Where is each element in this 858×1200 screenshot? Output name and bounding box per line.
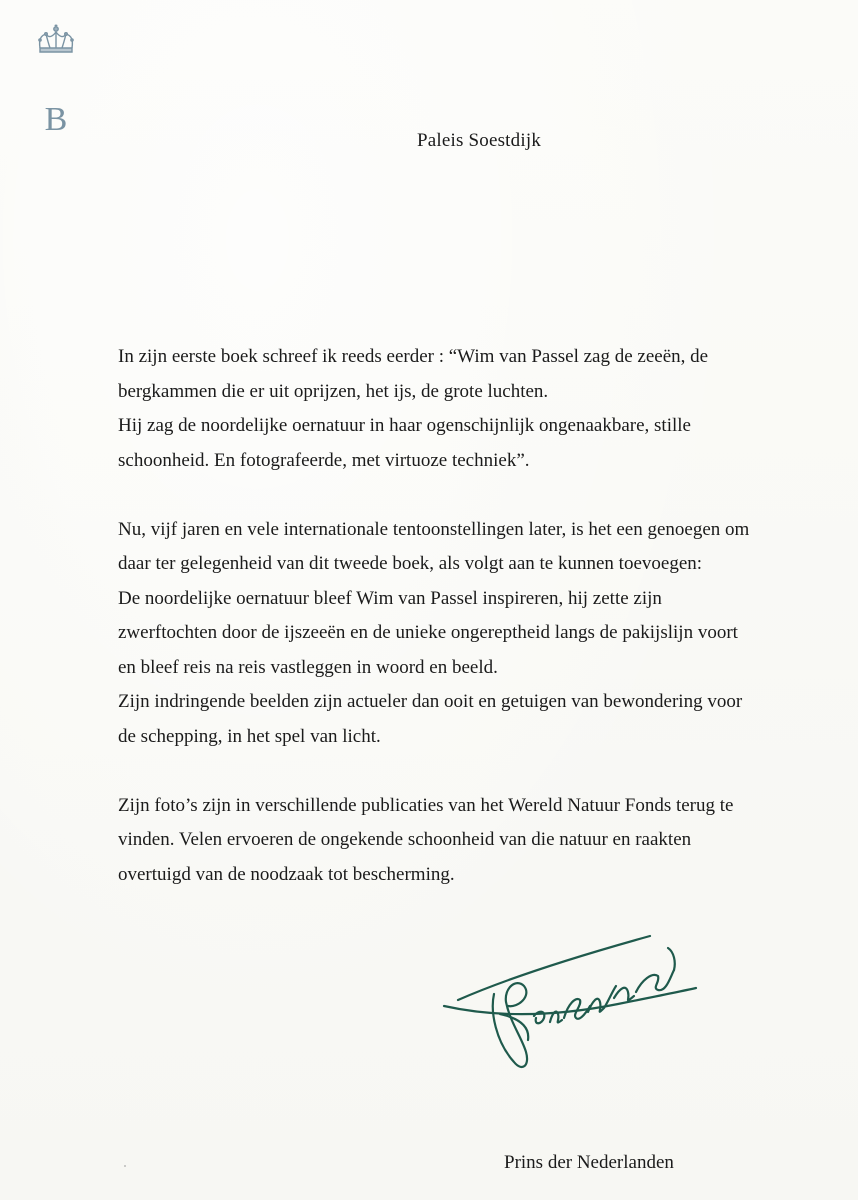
text-line: schoonheid. En fotografeerde, met virtuoze techniek”.	[118, 449, 530, 471]
handwritten-signature	[438, 922, 702, 1074]
paper-speck	[124, 1165, 126, 1167]
paragraph-2	[118, 513, 818, 755]
text-line: overtuigd van de noodzaak tot bescherming.	[118, 863, 455, 885]
paragraph-3	[118, 789, 818, 893]
royal-crown-icon	[34, 24, 78, 96]
royal-monogram	[34, 24, 78, 138]
text-line: zwerftochten door de ijszeeën en de unieke ongereptheid langs de pakijslijn voort	[118, 622, 738, 643]
text-line: Zijn foto’s zijn in verschillende publicaties van het Wereld Natuur Fonds terug te	[118, 794, 734, 816]
text-line: vinden. Velen ervoeren de ongekende schoonheid van die natuur en raakten	[118, 829, 692, 850]
text-line: Hij zag de noordelijke oernatuur in haar ogenschijnlijk ongenaakbare, stille	[118, 415, 691, 436]
text-line: De noordelijke oernatuur bleef Wim van Passel inspireren, hij zette zijn	[118, 587, 662, 609]
signoff-title: Prins der Nederlanden	[504, 1152, 674, 1173]
text-line: de schepping, in het spel van licht.	[118, 725, 381, 747]
text-line: en bleef reis na reis vastleggen in woord en beeld.	[118, 656, 498, 678]
letter-place-heading: Paleis Soestdijk	[416, 130, 542, 151]
text-line: daar ter gelegenheid van dit tweede boek, als volgt aan te kunnen toevoegen:	[118, 553, 703, 574]
paragraph-1	[118, 340, 818, 478]
signature-scribble-icon	[438, 922, 702, 1074]
text-line: bergkammen die er uit oprijzen, het ijs, de grote luchten.	[118, 380, 549, 402]
letter-body	[118, 340, 818, 927]
text-line: Nu, vijf jaren en vele internationale tentoonstellingen later, is het een genoegen om	[118, 518, 750, 540]
text-line: In zijn eerste boek schreef ik reeds eerder : “Wim van Passel zag de zeeën, de	[118, 346, 709, 367]
monogram-letter: B	[44, 101, 68, 138]
text-line: Zijn indringende beelden zijn actueler dan ooit en getuigen van bewondering voor	[118, 691, 743, 712]
